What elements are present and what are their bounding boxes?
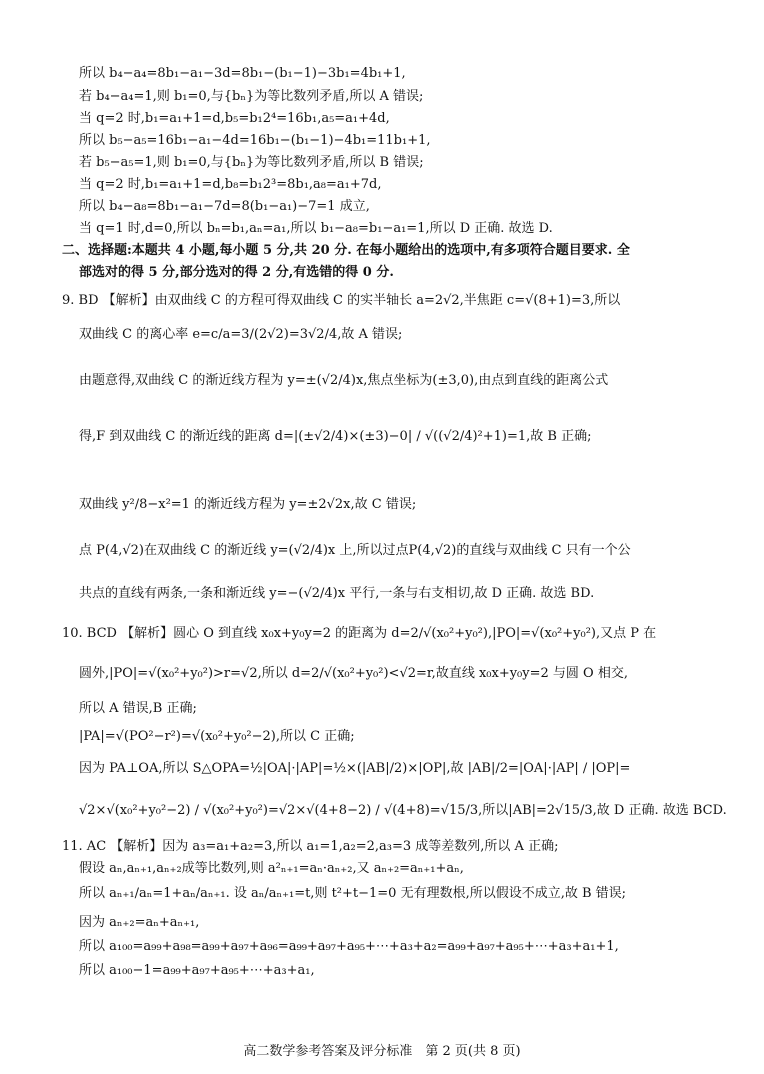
text-line: 所以 A 错误,B 正确; xyxy=(79,701,197,716)
section-heading: 二、选择题:本题共 4 小题,每小题 5 分,共 20 分. 在每小题给出的选项中,有多项符合题目要求. 全 xyxy=(62,243,630,258)
section-heading: 部选对的得 5 分,部分选对的得 2 分,有选错的得 0 分. xyxy=(79,265,394,280)
page-footer: 高二数学参考答案及评分标准 第 2 页(共 8 页) xyxy=(243,1044,521,1059)
text-line: 若 b₄−a₄=1,则 b₁=0,与{bₙ}为等比数列矛盾,所以 A 错误; xyxy=(79,89,424,104)
question-9-line: 9. BD 【解析】由双曲线 C 的方程可得双曲线 C 的实半轴长 a=2√2,半焦距 c=√(8+1)=3,所以 xyxy=(62,293,621,308)
text-line: 共点的直线有两条,一条和渐近线 y=−(√2/4)x 平行,一条与右支相切,故 D 正确. 故选 BD. xyxy=(79,586,595,601)
text-line: 所以 aₙ₊₁/aₙ=1+aₙ/aₙ₊₁. 设 aₙ/aₙ₊₁=t,则 t²+t−1=0 无有理数根,所以假设不成立,故 B 错误; xyxy=(79,886,627,901)
text-line: 若 b₅−a₅=1,则 b₁=0,与{bₙ}为等比数列矛盾,所以 B 错误; xyxy=(79,155,424,170)
text-line: 因为 PA⊥OA,所以 S△OPA=½|OA|·|AP|=½×(|AB|/2)×|OP|,故 |AB|/2=|OA|·|AP| / |OP|= xyxy=(79,761,631,776)
text-line: 所以 a₁₀₀=a₉₉+a₉₈=a₉₉+a₉₇+a₉₆=a₉₉+a₉₇+a₉₅+⋯+a₃+a₂=a₉₉+a₉₇+a₉₅+⋯+a₃+a₁+1, xyxy=(79,939,619,954)
text-line: √2×√(x₀²+y₀²−2) / √(x₀²+y₀²)=√2×√(4+8−2) / √(4+8)=√15/3,所以|AB|=2√15/3,故 D 正确. 故选 BCD. xyxy=(79,803,727,818)
text-line: 圆外,|PO|=√(x₀²+y₀²)>r=√2,所以 d=2/√(x₀²+y₀²)<√2=r,故直线 x₀x+y₀y=2 与圆 O 相交, xyxy=(79,666,628,681)
text-line: 假设 aₙ,aₙ₊₁,aₙ₊₂成等比数列,则 a²ₙ₊₁=aₙ·aₙ₊₂,又 aₙ₊₂=aₙ₊₁+aₙ, xyxy=(79,861,464,876)
text-line: 双曲线 C 的离心率 e=c/a=3/(2√2)=3√2/4,故 A 错误; xyxy=(79,327,403,342)
question-11-line: 11. AC 【解析】因为 a₃=a₁+a₂=3,所以 a₁=1,a₂=2,a₃=3 成等差数列,所以 A 正确; xyxy=(62,839,559,854)
text-line: 所以 b₄−a₈=8b₁−a₁−7d=8(b₁−a₁)−7=1 成立, xyxy=(79,199,370,214)
text-line: 当 q=2 时,b₁=a₁+1=d,b₈=b₁2³=8b₁,a₈=a₁+7d, xyxy=(79,177,382,192)
text-line: 当 q=1 时,d=0,所以 bₙ=b₁,aₙ=a₁,所以 b₁−a₈=b₁−a₁=1,所以 D 正确. 故选 D. xyxy=(79,221,553,236)
text-line: 得,F 到双曲线 C 的渐近线的距离 d=|(±√2/4)×(±3)−0| / √((√2/4)²+1)=1,故 B 正确; xyxy=(79,429,592,444)
text-line: 当 q=2 时,b₁=a₁+1=d,b₅=b₁2⁴=16b₁,a₅=a₁+4d, xyxy=(79,111,390,126)
text-line: 点 P(4,√2)在双曲线 C 的渐近线 y=(√2/4)x 上,所以过点P(4,√2)的直线与双曲线 C 只有一个公 xyxy=(79,543,631,558)
text-line: |PA|=√(PO²−r²)=√(x₀²+y₀²−2),所以 C 正确; xyxy=(79,729,355,744)
text-line: 所以 a₁₀₀−1=a₉₉+a₉₇+a₉₅+⋯+a₃+a₁, xyxy=(79,963,315,978)
text-line: 双曲线 y²/8−x²=1 的渐近线方程为 y=±2√2x,故 C 错误; xyxy=(79,497,417,512)
text-line: 所以 b₄−a₄=8b₁−a₁−3d=8b₁−(b₁−1)−3b₁=4b₁+1, xyxy=(79,66,406,81)
text-line: 因为 aₙ₊₂=aₙ+aₙ₊₁, xyxy=(79,915,200,930)
text-line: 所以 b₅−a₅=16b₁−a₁−4d=16b₁−(b₁−1)−4b₁=11b₁+1, xyxy=(79,133,431,148)
text-line: 由题意得,双曲线 C 的渐近线方程为 y=±(√2/4)x,焦点坐标为(±3,0),由点到直线的距离公式 xyxy=(79,373,609,388)
question-10-line: 10. BCD 【解析】圆心 O 到直线 x₀x+y₀y=2 的距离为 d=2/√(x₀²+y₀²),|PO|=√(x₀²+y₀²),又点 P 在 xyxy=(62,626,657,641)
